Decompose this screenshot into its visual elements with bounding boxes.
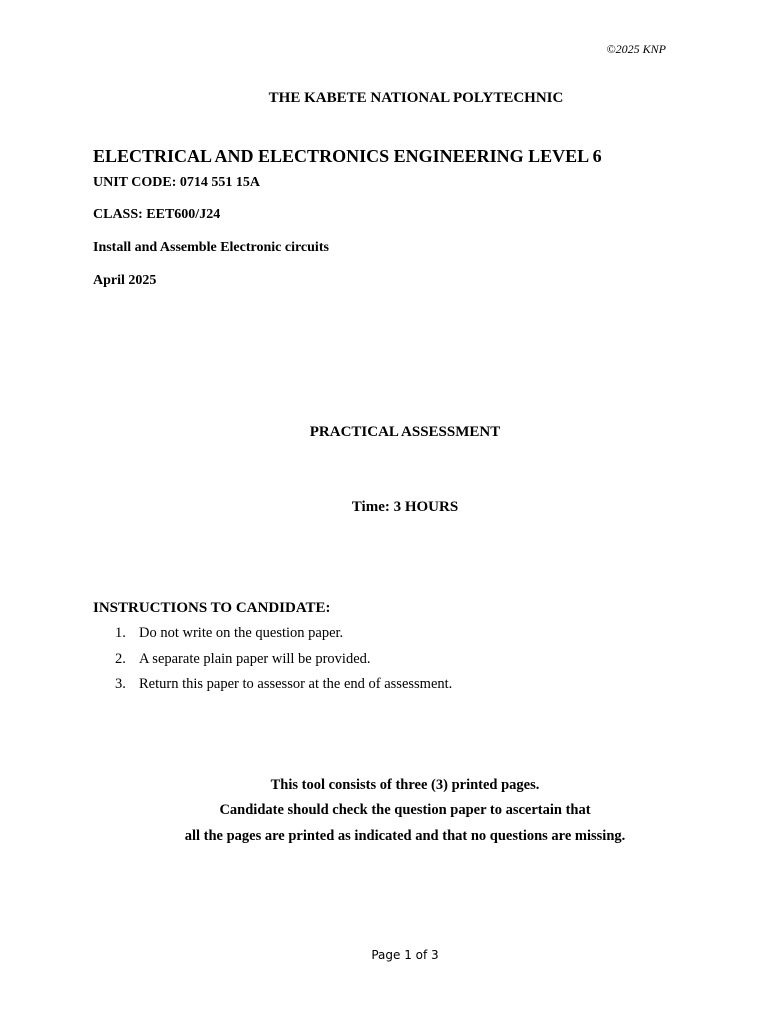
copyright-notice: ©2025 KNP [606, 42, 666, 56]
institution-name: THE KABETE NATIONAL POLYTECHNIC [268, 90, 564, 106]
instruction-number: 2. [115, 650, 126, 667]
exam-date: April 2025 [93, 273, 157, 288]
unit-title: Install and Assemble Electronic circuits [93, 240, 329, 255]
instruction-number: 3. [115, 676, 126, 692]
page-number: Page 1 of 3 [371, 948, 439, 962]
exam-duration: Time: 3 HOURS [351, 499, 459, 515]
page-count-note: This tool consists of three (3) printed pages. [270, 777, 540, 793]
class-code: CLASS: EET600/J24 [93, 207, 221, 222]
check-pages-note: Candidate should check the question paper to ascertain that [219, 802, 591, 818]
missing-questions-note: all the pages are printed as indicated and that no questions are missing. [184, 828, 626, 844]
instruction-item [115, 676, 452, 702]
assessment-type: PRACTICAL ASSESSMENT [309, 424, 501, 440]
instruction-text: Return this paper to assessor at the end of assessment. [139, 676, 453, 692]
instruction-item [115, 651, 452, 677]
instructions-heading: INSTRUCTIONS TO CANDIDATE: [93, 600, 331, 616]
instruction-text: Do not write on the question paper. [139, 625, 344, 641]
course-title: ELECTRICAL AND ELECTRONICS ENGINEERING LEVEL 6 [93, 146, 602, 166]
instruction-number: 1. [115, 625, 126, 641]
instruction-item [115, 625, 452, 651]
unit-code: UNIT CODE: 0714 551 15A [93, 175, 260, 190]
instruction-text: A separate plain paper will be provided. [139, 650, 371, 667]
instructions-list [115, 625, 452, 702]
